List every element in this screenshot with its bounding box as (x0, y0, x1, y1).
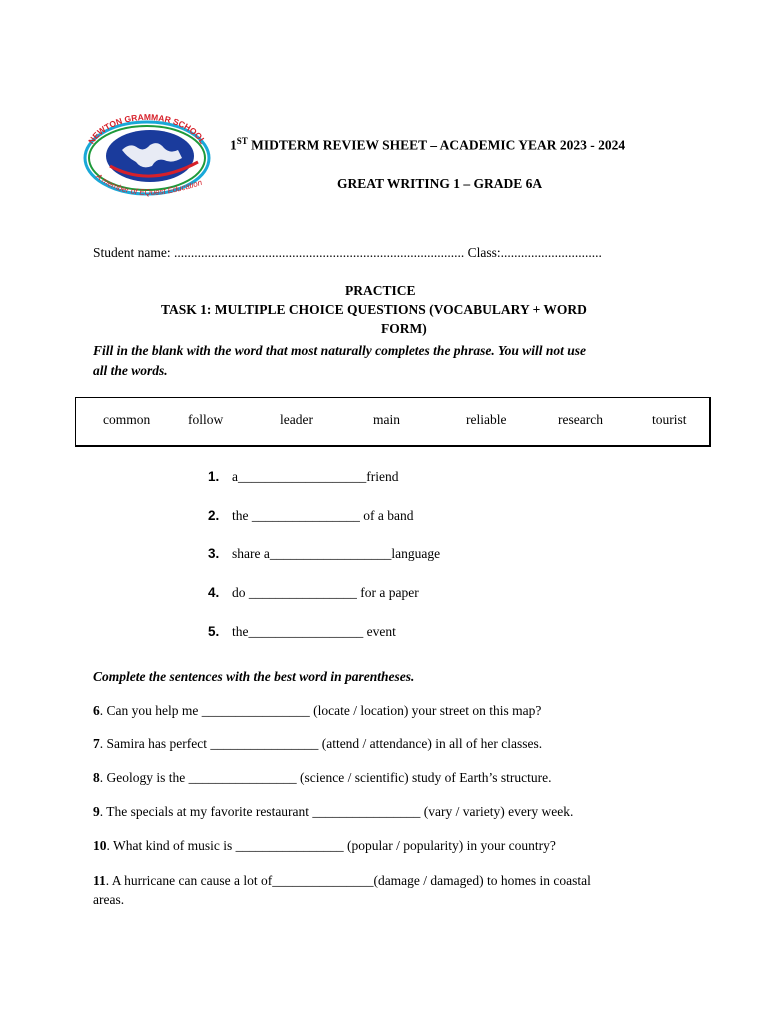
word-bank-item: common (103, 412, 151, 427)
sentence-item: 6. Can you help me ________________ (locate / location) your street on this map? (93, 703, 542, 718)
task1-instruction: Fill in the blank with the word that most naturally completes the phrase. You will not use all the words. (93, 343, 586, 378)
phrase-item: 2. the ________________ of a band (208, 508, 414, 523)
task1-heading-line1: TASK 1: MULTIPLE CHOICE QUESTIONS (VOCABULARY + WORD (161, 302, 587, 317)
word-bank-item: follow (188, 412, 224, 427)
school-logo (80, 112, 214, 212)
part2-instruction: Complete the sentences with the best word in parentheses. (93, 669, 415, 684)
sentence-item: 9. The specials at my favorite restaurant ________________ (vary / variety) every week. (93, 804, 574, 819)
phrase-item: 5. the_________________ event (208, 624, 396, 639)
page-title: 1ST MIDTERM REVIEW SHEET – ACADEMIC YEAR 2023 - 2024 (230, 136, 626, 153)
word-bank-item: research (558, 412, 603, 427)
phrase-item: 3. share a__________________language (208, 546, 441, 561)
sentence-item: 11. A hurricane can cause a lot of_______________(damage / damaged) to homes in coastal (93, 873, 591, 888)
word-bank-item: reliable (466, 412, 507, 427)
logo-tagline: A member of EQuest Education (94, 171, 204, 197)
logo-school-name: NEWTON GRAMMAR SCHOOL (86, 112, 208, 146)
word-bank-item: main (373, 412, 400, 427)
sentence-item: 8. Geology is the ________________ (science / scientific) study of Earth’s structure. (93, 770, 552, 785)
phrase-item: 4. do ________________ for a paper (208, 585, 419, 600)
sentence-continuation: areas. (93, 892, 125, 907)
practice-heading: PRACTICE (345, 283, 416, 298)
page-subtitle: GREAT WRITING 1 – GRADE 6A (337, 176, 543, 191)
student-name-line: Student name: ...................................................................................... Class:.............................. (93, 245, 602, 260)
phrase-item: 1. a___________________friend (208, 469, 399, 484)
word-bank-item: leader (280, 412, 313, 427)
word-bank-item: tourist (652, 412, 687, 427)
sentence-item: 7. Samira has perfect ________________ (attend / attendance) in all of her classes. (93, 736, 543, 751)
sentence-item: 10. What kind of music is ________________ (popular / popularity) in your country? (93, 838, 556, 853)
globe-logo-icon (80, 112, 214, 212)
task1-heading-line2: FORM) (381, 321, 427, 336)
word-bank-box (75, 397, 711, 447)
